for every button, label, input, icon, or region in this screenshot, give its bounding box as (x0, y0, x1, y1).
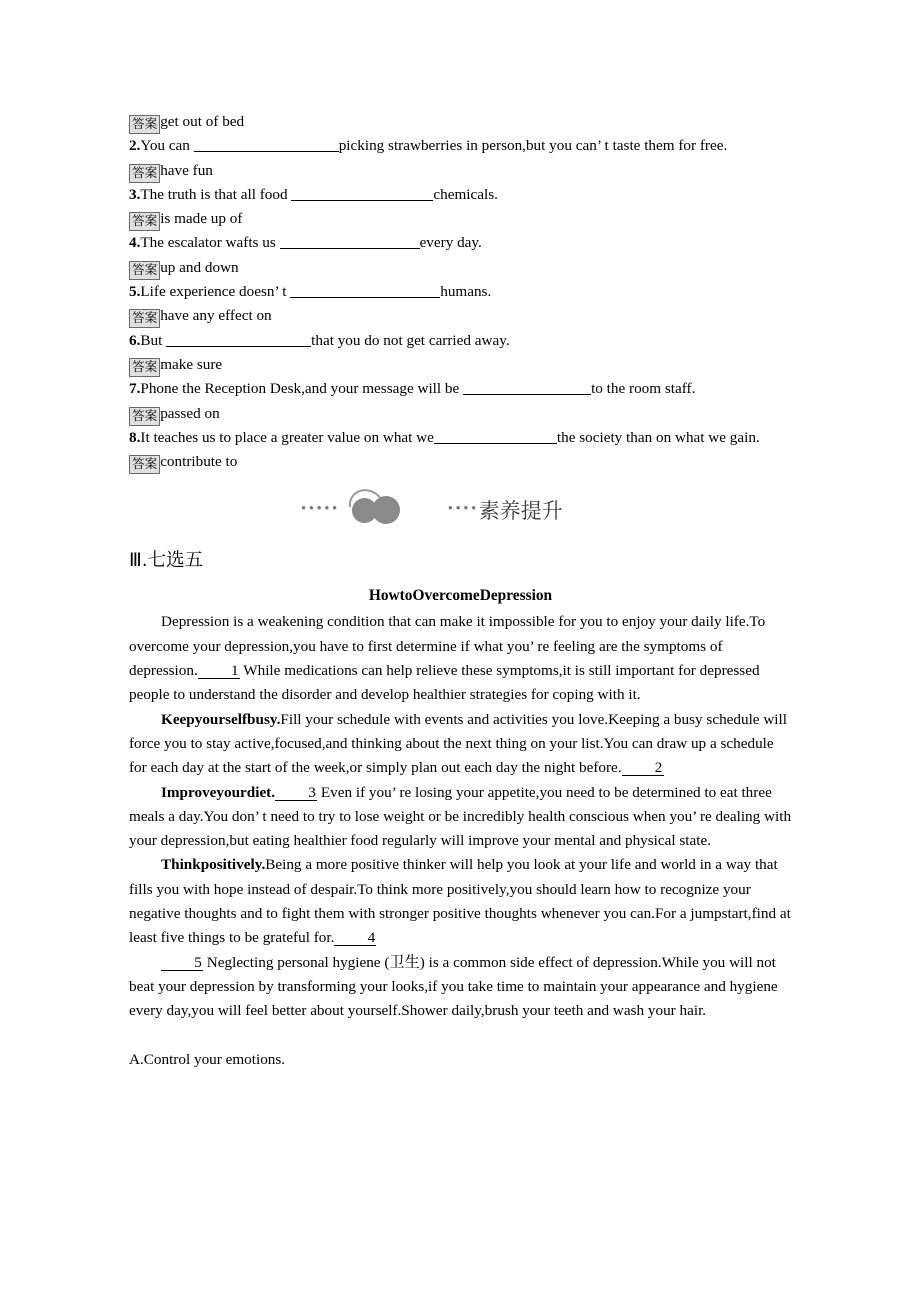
question-text-after: chemicals. (433, 185, 498, 203)
paragraph-text-part1: Depression is a weakening condition that can make it impossible for you to enjoy your daily life.To overcome your depression,you have to first determine if what you’ re feeling are the symptoms of depression. (129, 613, 766, 680)
paragraph-lead: Improveyourdiet. (161, 783, 276, 801)
question-number: 6. (129, 331, 141, 349)
passage-blank-1[interactable]: 1 (198, 663, 240, 679)
options-spacer (129, 1024, 792, 1048)
question-item-6 (129, 329, 792, 353)
passage-blank-3[interactable]: 3 (275, 785, 317, 801)
paragraph-lead: Thinkpositively. (161, 856, 266, 874)
answer-text: passed on (160, 404, 220, 422)
answer-text: make sure (160, 355, 223, 373)
answer-tag: 答案 (129, 261, 160, 280)
answer-tag: 答案 (129, 164, 160, 183)
question-text-after: picking strawberries in person,but you can’ t taste them for free. (338, 137, 728, 155)
question-text-before: The escalator wafts us (140, 234, 280, 252)
question-item-3 (129, 183, 792, 207)
answer-line-2 (129, 159, 792, 183)
answer-blank[interactable] (290, 284, 440, 298)
question-item-8 (129, 426, 792, 450)
dots-left-icon: ••••• (301, 500, 340, 517)
question-text-before: The truth is that all food (140, 185, 292, 203)
question-text-after: the society than on what we gain. (556, 428, 760, 446)
answer-blank[interactable] (166, 333, 311, 347)
answer-line-4 (129, 256, 792, 280)
question-number: 5. (129, 283, 141, 301)
answer-text: up and down (160, 258, 239, 276)
paragraph-text-part1: Fill your schedule with events and activities you love.Keeping a busy schedule will force you to stay active,focused,and thinking about the next thing on your list.You can draw up a schedule for each day at the start of the week,or simply plan out each day the night before. (129, 710, 787, 777)
answer-blank[interactable] (291, 187, 433, 201)
question-number: 4. (129, 234, 141, 252)
paragraph-text-part2: While medications can help relieve these symptoms,it is still important for depressed people to understand the disorder and develop healthier strategies for coping with it. (129, 662, 760, 704)
passage-paragraph-intro (129, 610, 792, 707)
question-text-before: You can (140, 137, 194, 155)
circle-right-icon (372, 496, 400, 524)
answer-line-3 (129, 207, 792, 231)
answer-tag: 答案 (129, 309, 160, 328)
option-item-a[interactable]: A.Control your emotions. (129, 1050, 286, 1068)
passage-paragraph-hygiene (129, 951, 792, 1024)
question-number: 7. (129, 380, 141, 398)
passage-title: HowtoOvercomeDepression (368, 587, 553, 605)
question-item-4 (129, 231, 792, 255)
answer-line-1 (129, 110, 792, 134)
answer-text: is made up of (160, 210, 243, 228)
question-text-before: Phone the Reception Desk,and your message will be (140, 380, 464, 398)
answer-line-8 (129, 450, 792, 474)
question-item-7 (129, 377, 792, 401)
section-heading: Ⅲ.七选五 (129, 550, 204, 572)
answer-line-5 (129, 304, 792, 328)
paragraph-text-part2: Neglecting personal hygiene (卫生) is a common side effect of depression.While you will not beat your depression by transforming your looks,if you take time to maintain your appearance and hygiene every day,you will feel better about yourself.Shower daily,brush your teeth and wash your hair. (129, 953, 778, 1020)
paragraph-text-part1: Being a more positive thinker will help you look at your life and world in a way that fills you with hope instead of despair.To think more positively,you should learn how to recognize your negative thoughts and to fight them with stronger positive thoughts whenever you can.For a jumpstart,find at least five things to be grateful for. (129, 856, 791, 947)
answer-line-6 (129, 353, 792, 377)
question-text-before: It teaches us to place a greater value on what we (140, 428, 434, 446)
answer-tag: 答案 (129, 455, 160, 474)
answer-blank[interactable] (463, 381, 591, 395)
answer-text: have fun (160, 161, 213, 179)
answer-tag: 答案 (129, 358, 160, 377)
question-item-5 (129, 280, 792, 304)
question-text-after: humans. (440, 283, 492, 301)
passage-paragraph-think-positively (129, 853, 792, 950)
double-circle-icon (344, 490, 406, 524)
question-number: 8. (129, 428, 141, 446)
banner-label: 素养提升 (478, 498, 563, 523)
section-divider-banner (129, 490, 792, 542)
answer-tag: 答案 (129, 407, 160, 426)
question-text-before: But (140, 331, 167, 349)
answer-text: contribute to (160, 453, 238, 471)
question-item-2 (129, 134, 792, 158)
question-text-after: to the room staff. (591, 380, 696, 398)
answer-blank[interactable] (434, 430, 557, 444)
answer-blank[interactable] (280, 235, 420, 249)
banner-inner (301, 490, 563, 524)
paragraph-lead: Keepyourselfbusy. (161, 710, 281, 728)
question-number: 3. (129, 185, 141, 203)
passage-blank-5[interactable]: 5 (161, 955, 203, 971)
question-number: 2. (129, 137, 141, 155)
question-text-after: that you do not get carried away. (311, 331, 510, 349)
passage-blank-4[interactable]: 4 (334, 930, 376, 946)
paragraph-text-part2: Even if you’ re losing your appetite,you need to be determined to eat three meals a day.You don’ t need to try to lose weight or be incredibly health conscious when you’ re dealing with your depression,but eating healthier food regularly will improve your mental and physical state. (129, 783, 792, 850)
answer-text: have any effect on (160, 307, 272, 325)
answer-text: get out of bed (160, 113, 245, 130)
dots-right-icon: •••• (447, 500, 479, 517)
question-text-after: every day. (419, 234, 482, 252)
question-text-before: Life experience doesn’ t (140, 283, 291, 301)
answer-line-7 (129, 402, 792, 426)
answer-tag: 答案 (129, 212, 160, 231)
answer-blank[interactable] (194, 138, 339, 152)
passage-paragraph-improve-diet (129, 781, 792, 854)
answer-tag: 答案 (129, 115, 160, 134)
passage-paragraph-keep-busy (129, 708, 792, 781)
passage-blank-2[interactable]: 2 (622, 760, 664, 776)
